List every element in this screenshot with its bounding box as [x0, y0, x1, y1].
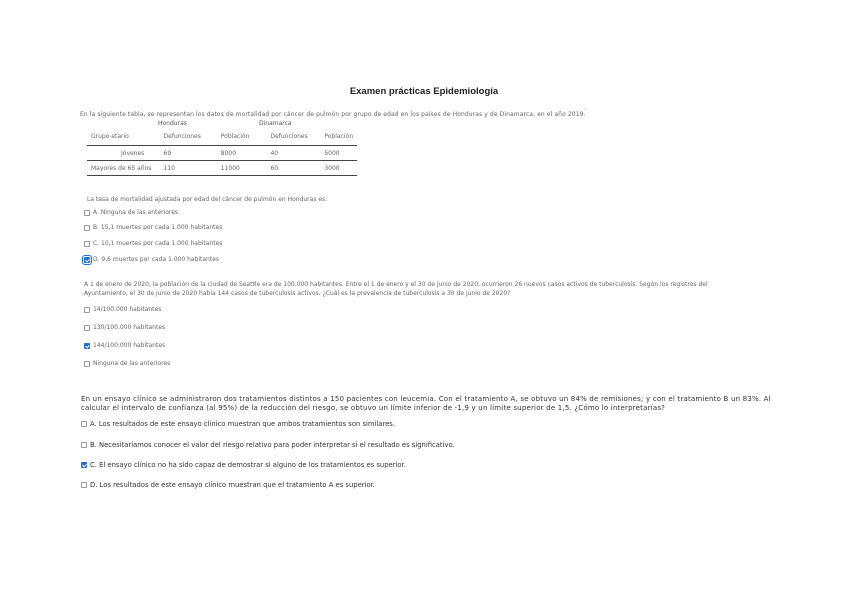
option-label: C. El ensayo clínico no ha sido capaz de demostrar si alguno de los tratamientos es superior. — [90, 461, 406, 469]
q3-text: En un ensayo clínico se administraron dos tratamientos distintos a 150 pacientes con leucemia. Con el tratamiento A, se obtuvo un 84% de remisiones; y con el tratamiento B un 83%. Al calcular el intervalo de confianza (al 95%) de la reducción del riesgo, se obtuvo un límite inferior de -1,9 y un límite superior de 1,5. ¿Cómo lo interpretarías? — [81, 395, 771, 412]
q1-intro: En la siguiente tabla, se representan los datos de mortalidad por cáncer de pulmón por grupo de edad en los países de Honduras y de Dinamarca, en el año 2019. — [80, 111, 586, 118]
col-header: Defunciones — [163, 133, 201, 140]
table-cell: 11000 — [220, 165, 240, 172]
q3-option-b[interactable] — [81, 441, 455, 449]
option-label: A. Ninguna de las anteriores — [93, 209, 179, 216]
q1-option-a[interactable] — [84, 209, 178, 216]
checkbox[interactable] — [81, 421, 87, 427]
tick-mark: ¨ — [584, 108, 587, 115]
page-title: Examen prácticas Epidemiología — [349, 86, 499, 97]
option-label: B. Necesitaríamos conocer el valor del riesgo relativo para poder interpretar si el resultado es significativo. — [90, 441, 455, 449]
q2-option-4[interactable] — [84, 360, 170, 367]
checkbox[interactable] — [84, 307, 90, 313]
option-label: D. 9,6 muertes por cada 1.000 habitantes — [93, 256, 220, 263]
checkbox[interactable] — [84, 210, 90, 216]
option-label: Ninguna de las anteriores — [93, 360, 171, 367]
q2-option-2[interactable] — [84, 324, 165, 331]
col-header: Población — [324, 133, 353, 140]
table-cell: 5000 — [324, 150, 340, 157]
table-cell: 8000 — [220, 150, 237, 157]
table-cell: Jóvenes — [121, 150, 145, 157]
table-cell: 3000 — [324, 165, 340, 172]
table-row — [87, 161, 357, 176]
checkbox[interactable] — [84, 241, 90, 247]
col-header: Grupo etario — [91, 133, 129, 140]
q2-option-3[interactable] — [84, 342, 165, 349]
q1-option-b[interactable] — [84, 224, 222, 231]
q1-option-d[interactable] — [84, 256, 219, 263]
table-header-row — [87, 131, 357, 146]
option-label: A. Los resultados de este ensayo clínico muestran que ambos tratamientos son similares. — [90, 420, 395, 428]
table-cell: 60 — [270, 165, 279, 172]
table-cell: 69 — [163, 150, 172, 157]
mortality-table — [87, 131, 357, 176]
checkbox[interactable] — [84, 325, 90, 331]
checkbox[interactable] — [81, 442, 87, 448]
col-header: Defunciones — [270, 133, 308, 140]
checkbox-checked[interactable] — [84, 343, 90, 349]
option-label: D. Los resultados de este ensayo clínico muestran que el tratamiento A es superior. — [90, 481, 375, 489]
checkbox[interactable] — [84, 361, 90, 367]
q2-option-1[interactable] — [84, 306, 161, 313]
option-label: 130/100.000 habitantes — [93, 324, 166, 331]
col-header: Población — [220, 133, 250, 140]
table-row — [87, 146, 357, 161]
q3-option-c[interactable] — [81, 461, 406, 469]
option-label: 14/100.000 habitantes — [93, 306, 162, 313]
q2-text: A 1 de enero de 2020, la población de la ciudad de Seattle era de 100.000 habitantes. Entre el 1 de enero y el 30 de junio de 2020, ocurrieron 26 nuevos casos activos de tuberculosis. Según los registros del Ayuntamiento, el 30 de junio de 2020 había 144 casos de tuberculosis activos. ¿Cuál es la prevalencia de tuberculosis a 30 de junio de 2020? — [84, 281, 708, 297]
checkbox[interactable] — [84, 225, 90, 231]
group-dinamarca-header: Dinamarca — [259, 120, 292, 127]
q1-option-c[interactable] — [84, 240, 222, 247]
group-honduras-header: Honduras — [158, 120, 187, 127]
table-cell: Mayores de 65 años — [91, 165, 152, 172]
option-label: 144/100.000 habitantes — [93, 342, 166, 349]
q1-question: La tasa de mortalidad ajustada por edad del cáncer de pulmón en Honduras es: — [87, 196, 328, 203]
table-cell: 40 — [270, 150, 279, 157]
table-cell: 110 — [163, 165, 175, 172]
q3-option-d[interactable] — [81, 481, 375, 489]
q3-option-a[interactable] — [81, 420, 395, 428]
checkbox-checked[interactable] — [81, 462, 87, 468]
option-label: C. 10,1 muertes por cada 1.000 habitantes — [93, 240, 223, 247]
checkbox[interactable] — [81, 482, 87, 488]
option-label: B. 15,1 muertes por cada 1.000 habitantes — [93, 224, 223, 231]
checkbox-checked[interactable] — [84, 257, 90, 263]
